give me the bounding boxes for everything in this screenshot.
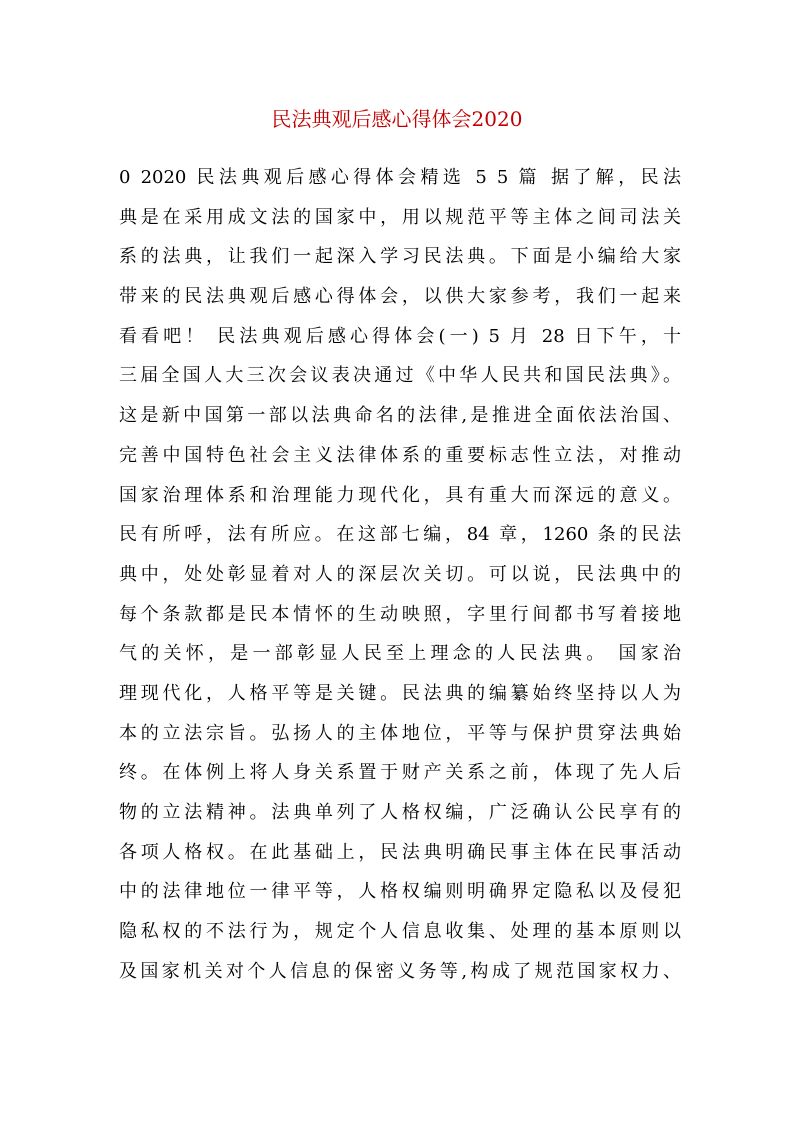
body-line: 系的法典，让我们一起深入学习民法典。下面是小编给大家 bbox=[119, 246, 681, 268]
body-line: 民有所呼，法有所应。在这部七编，84 章，1260 条的民法 bbox=[119, 524, 681, 546]
body-line: 中的法律地位一律平等，人格权编则明确界定隐私以及侵犯 bbox=[119, 881, 681, 903]
body-line: 带来的民法典观后感心得体会，以供大家参考，我们一起来 bbox=[119, 286, 681, 308]
body-line: 终。在体例上将人身关系置于财产关系之前，体现了先人后 bbox=[119, 762, 681, 784]
body-line: 气的关怀，是一部彰显人民至上理念的人民法典。 国家治 bbox=[119, 643, 681, 665]
body-line: 及国家机关对个人信息的保密义务等,构成了规范国家权力、 bbox=[119, 960, 681, 982]
body-line: 典是在采用成文法的国家中，用以规范平等主体之间司法关 bbox=[119, 206, 681, 228]
body-line: 完善中国特色社会主义法律体系的重要标志性立法，对推动 bbox=[119, 444, 681, 466]
body-line: 三届全国人大三次会议表决通过《中华人民共和国民法典》。 bbox=[119, 365, 681, 387]
body-line: 每个条款都是民本情怀的生动映照，字里行间都书写着接地 bbox=[119, 603, 681, 625]
body-line: 隐私权的不法行为，规定个人信息收集、处理的基本原则以 bbox=[119, 921, 681, 943]
body-line: 本的立法宗旨。弘扬人的主体地位，平等与保护贯穿法典始 bbox=[119, 722, 681, 744]
body-line: 各项人格权。在此基础上，民法典明确民事主体在民事活动 bbox=[119, 841, 681, 863]
body-line: 看看吧！ 民法典观后感心得体会(一) 5 月 28 日下午，十 bbox=[119, 325, 681, 347]
body-line: 这是新中国第一部以法典命名的法律,是推进全面依法治国、 bbox=[119, 405, 681, 427]
body-line: 国家治理体系和治理能力现代化，具有重大而深远的意义。 bbox=[119, 484, 681, 506]
body-line: 典中，处处彰显着对人的深层次关切。可以说，民法典中的 bbox=[119, 563, 681, 585]
document-title: 民法典观后感心得体会2020 bbox=[271, 107, 523, 131]
body-line: 物的立法精神。法典单列了人格权编，广泛确认公民享有的 bbox=[119, 802, 681, 823]
body-line: 理现代化，人格平等是关键。民法典的编纂始终坚持以人为 bbox=[119, 682, 681, 704]
body-line: 0 2020 民法典观后感心得体会精选 5 5 篇 据了解，民法 bbox=[119, 167, 681, 188]
document-body bbox=[119, 158, 681, 991]
